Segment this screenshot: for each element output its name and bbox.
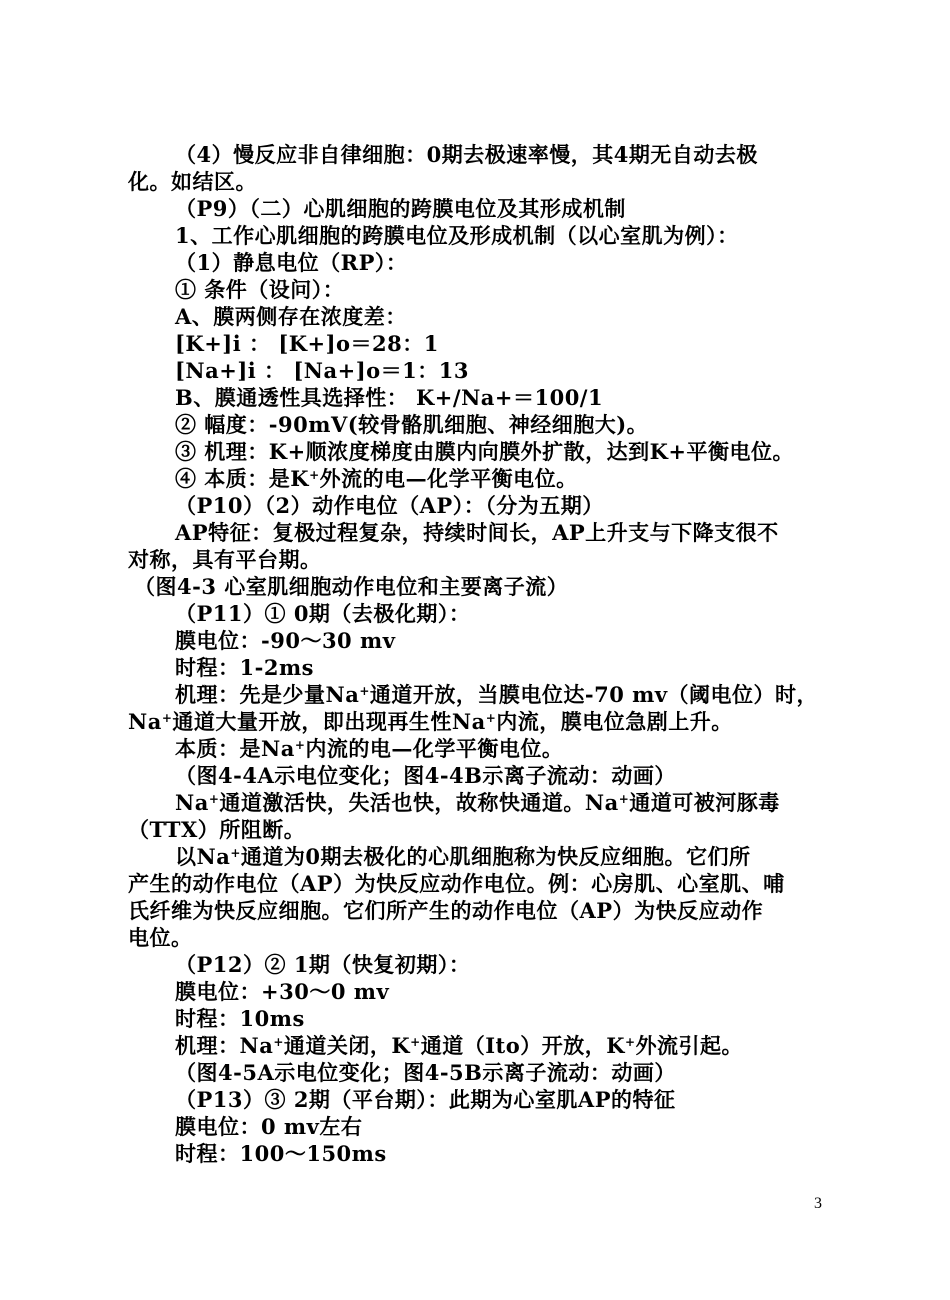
paragraph-line: 膜电位：-90～30 mv: [175, 628, 396, 653]
paragraph-line: （TTX）所阻断。: [128, 817, 306, 842]
paragraph-line: AP特征：复极过程复杂，持续时间长，AP上升支与下降支很不: [175, 520, 779, 545]
paragraph-line: 本质：是Na+内流的电—化学平衡电位。: [175, 736, 564, 761]
page-number: 3: [814, 1195, 822, 1212]
figure-reference: （图4-3 心室肌细胞动作电位和主要离子流）: [134, 574, 569, 599]
subsection-heading: （P11）① 0期（去极化期）：: [175, 601, 471, 626]
subsection-heading: （P12）② 1期（快复初期）：: [175, 952, 471, 977]
paragraph-line: ④ 本质：是K+外流的电—化学平衡电位。: [175, 466, 578, 491]
subsection-heading: （P10）（2）动作电位（AP）：（分为五期）: [175, 493, 604, 518]
paragraph-line: 时程：1-2ms: [175, 655, 314, 680]
paragraph-line: ③ 机理：K+顺浓度梯度由膜内向膜外扩散，达到K+平衡电位。: [175, 439, 795, 464]
paragraph-line: 时程：100～150ms: [175, 1141, 387, 1166]
paragraph-line: 电位。: [128, 925, 193, 950]
paragraph-line: A、膜两侧存在浓度差：: [175, 304, 407, 329]
figure-reference: （图4-5A示电位变化；图4-5B示离子流动：动画）: [175, 1060, 676, 1085]
formula-line: [K+]i ： [K+]o＝28：1: [175, 331, 439, 356]
paragraph-line: Na+通道大量开放，即出现再生性Na+内流，膜电位急剧上升。: [128, 709, 733, 734]
paragraph-line: 氏纤维为快反应细胞。它们所产生的动作电位（AP）为快反应动作: [128, 898, 764, 923]
section-heading: 1、工作心肌细胞的跨膜电位及形成机制（以心室肌为例）：: [175, 223, 739, 248]
formula-line: [Na+]i ： [Na+]o＝1：13: [175, 358, 469, 383]
paragraph-line: B、膜通透性具选择性： K+/Na+＝100/1: [175, 385, 604, 410]
subsection-heading: （P13）③ 2期（平台期）：此期为心室肌AP的特征: [175, 1087, 676, 1112]
paragraph-line: 以Na+通道为0期去极化的心肌细胞称为快反应细胞。它们所: [175, 844, 751, 869]
paragraph-line: 膜电位：+30～0 mv: [175, 979, 390, 1004]
figure-reference: （图4-4A示电位变化；图4-4B示离子流动：动画）: [175, 763, 676, 788]
paragraph-line: 机理：Na+通道关闭，K+通道（Ito）开放，K+外流引起。: [175, 1033, 744, 1058]
paragraph-line: 时程：10ms: [175, 1006, 305, 1031]
paragraph-line: Na+通道激活快，失活也快，故称快通道。Na+通道可被河豚毒: [175, 790, 780, 815]
document-body: [128, 141, 830, 1167]
subsection-heading: （1）静息电位（RP）：: [175, 250, 408, 275]
paragraph-line: 对称，具有平台期。: [128, 547, 322, 572]
paragraph-line: ① 条件（设问）：: [175, 277, 345, 302]
paragraph-line: ② 幅度：-90mV(较骨骼肌细胞、神经细胞大)。: [175, 412, 649, 437]
paragraph-line: 产生的动作电位（AP）为快反应动作电位。例：心房肌、心室肌、哺: [128, 871, 785, 896]
paragraph-line: （4）慢反应非自律细胞：0期去极速率慢，其4期无自动去极: [175, 142, 758, 167]
paragraph-line: 化。如结区。: [128, 169, 257, 194]
paragraph-line: 膜电位：0 mv左右: [175, 1114, 363, 1139]
section-heading: （P9）（二）心肌细胞的跨膜电位及其形成机制: [175, 196, 626, 221]
paragraph-line: 机理：先是少量Na+通道开放，当膜电位达-70 mv（阈电位）时，: [175, 682, 819, 707]
